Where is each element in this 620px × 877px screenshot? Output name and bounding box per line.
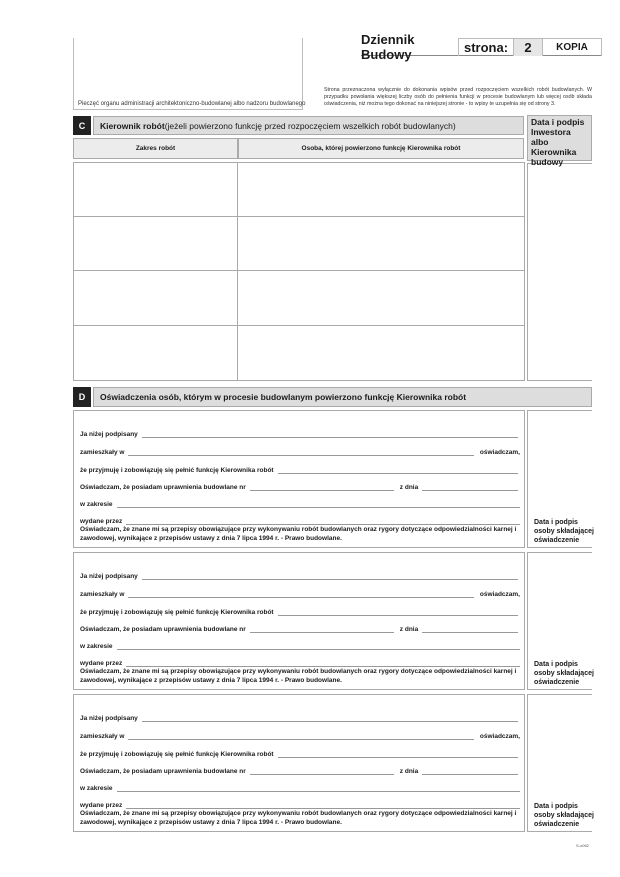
address-field[interactable] (80, 730, 520, 740)
scope-label: w zakresie (80, 785, 113, 792)
issued-field[interactable] (80, 657, 520, 667)
section-c-badge: C (73, 116, 91, 135)
name-input-line[interactable] (142, 714, 518, 722)
column-header-person: Osoba, której powierzono funkcję Kierownika robót (238, 138, 524, 159)
license-field[interactable] (80, 765, 518, 775)
accept-input-line[interactable] (278, 608, 518, 616)
signature-cell[interactable] (527, 163, 592, 381)
name-input-line[interactable] (142, 430, 518, 438)
copy-label: KOPIA (542, 38, 602, 56)
accept-label: że przyjmuję i zobowiązuję się pełnić funkcję Kierownika robót (80, 609, 274, 616)
person-cell[interactable] (237, 325, 525, 381)
column-header-scope: Zakres robót (73, 138, 238, 159)
issued-field[interactable] (80, 799, 520, 809)
name-label: Ja niżej podpisany (80, 431, 138, 438)
issued-input-line[interactable] (126, 659, 520, 667)
date-label: z dnia (399, 768, 419, 775)
section-c-side-header: Data i podpis Inwestora albo Kierownika budowy (527, 115, 592, 161)
declaration-signature-cell[interactable] (527, 410, 592, 548)
declaration-signature-cell[interactable] (527, 552, 592, 690)
address-label: zamieszkały w (80, 449, 125, 456)
address-label: zamieszkały w (80, 591, 125, 598)
declaration-block (73, 694, 525, 832)
name-label: Ja niżej podpisany (80, 573, 138, 580)
person-cell[interactable] (237, 270, 525, 326)
person-cell[interactable] (237, 162, 525, 217)
legal-statement: Oświadczam, że znane mi są przepisy obowiązujące przy wykonywaniu robót budowlanych oraz rygory dotyczące odpowiedzialności karnej i zawodowej, wynikające z przepisów ustawy z dnia 7 lipca 1994 r. - Prawo budowlane. (80, 668, 517, 684)
issued-label: wydane przez (80, 802, 123, 809)
scope-cell[interactable] (73, 325, 238, 381)
scope-input-line[interactable] (117, 642, 520, 650)
form-code: S-o062 (576, 843, 589, 848)
issued-input-line[interactable] (126, 801, 520, 809)
date-input-line[interactable] (422, 483, 518, 491)
section-c-title-bold: Kierownik robót (100, 120, 165, 131)
scope-cell[interactable] (73, 162, 238, 217)
address-input-line[interactable] (128, 590, 473, 598)
stamp-box (73, 38, 306, 110)
accept-field[interactable] (80, 748, 518, 758)
license-label: Oświadczam, że posiadam uprawnienia budowlane nr (80, 768, 246, 775)
name-field[interactable] (80, 712, 518, 722)
scope-field[interactable] (80, 640, 520, 650)
declaration-signature-cell[interactable] (527, 694, 592, 832)
address-input-line[interactable] (128, 448, 473, 456)
section-d-badge: D (73, 387, 91, 407)
name-field[interactable] (80, 570, 518, 580)
section-c-title (93, 116, 524, 135)
page-label: strona: (458, 38, 514, 56)
license-input-line[interactable] (250, 625, 394, 633)
name-label: Ja niżej podpisany (80, 715, 138, 722)
page-number: 2 (514, 38, 542, 56)
date-input-line[interactable] (422, 625, 518, 633)
license-field[interactable] (80, 623, 518, 633)
journal-title: Dziennik Budowy (361, 32, 415, 62)
date-label: z dnia (399, 484, 419, 491)
accept-label: że przyjmuję i zobowiązuję się pełnić funkcję Kierownika robót (80, 467, 274, 474)
scope-field[interactable] (80, 782, 520, 792)
declaration-block (73, 410, 525, 548)
scope-input-line[interactable] (117, 784, 520, 792)
section-d-title: Oświadczenia osób, którym w procesie budowlanym powierzono funkcję Kierownika robót (93, 387, 592, 407)
page-note: Strona przeznaczona wyłącznie do dokonania wpisów przed rozpoczęciem wszelkich robót budowlanych. W przypadku powołania większej liczby osób do pełnienia funkcji w procesie budowlanym lub więcej osób składa oświadczenia, niż można tego dokonać na niniejszej stronie - to wpisy te uzupełnia się od strony 3. (324, 87, 592, 107)
stamp-label: Pieczęć organu administracji architektoniczno-budowlanej albo nadzoru budowlanego (78, 101, 306, 107)
scope-label: w zakresie (80, 501, 113, 508)
person-cell[interactable] (237, 216, 525, 271)
license-input-line[interactable] (250, 483, 394, 491)
license-label: Oświadczam, że posiadam uprawnienia budowlane nr (80, 484, 246, 491)
signature-label: Data i podpis osoby składającej oświadczenie (534, 803, 594, 828)
accept-field[interactable] (80, 464, 518, 474)
legal-statement: Oświadczam, że znane mi są przepisy obowiązujące przy wykonywaniu robót budowlanych oraz rygory dotyczące odpowiedzialności karnej i zawodowej, wynikające z przepisów ustawy z dnia 7 lipca 1994 r. - Prawo budowlane. (80, 526, 517, 542)
address-input-line[interactable] (128, 732, 473, 740)
scope-label: w zakresie (80, 643, 113, 650)
issued-input-line[interactable] (126, 517, 520, 525)
accept-label: że przyjmuję i zobowiązuję się pełnić funkcję Kierownika robót (80, 751, 274, 758)
accept-input-line[interactable] (278, 466, 518, 474)
name-input-line[interactable] (142, 572, 518, 580)
license-field[interactable] (80, 481, 518, 491)
signature-label: Data i podpis osoby składającej oświadczenie (534, 661, 594, 686)
accept-field[interactable] (80, 606, 518, 616)
accept-input-line[interactable] (278, 750, 518, 758)
legal-statement: Oświadczam, że znane mi są przepisy obowiązujące przy wykonywaniu robót budowlanych oraz rygory dotyczące odpowiedzialności karnej i zawodowej, wynikające z przepisów ustawy z dnia 7 lipca 1994 r. - Prawo budowlane. (80, 810, 517, 826)
date-label: z dnia (399, 626, 419, 633)
declare-label: oświadczam, (479, 591, 520, 598)
address-label: zamieszkały w (80, 733, 125, 740)
issued-label: wydane przez (80, 518, 123, 525)
license-input-line[interactable] (250, 767, 394, 775)
declaration-block (73, 552, 525, 690)
date-input-line[interactable] (422, 767, 518, 775)
license-label: Oświadczam, że posiadam uprawnienia budowlane nr (80, 626, 246, 633)
scope-cell[interactable] (73, 270, 238, 326)
declare-label: oświadczam, (479, 449, 520, 456)
scope-cell[interactable] (73, 216, 238, 271)
name-field[interactable] (80, 428, 518, 438)
scope-field[interactable] (80, 498, 520, 508)
address-field[interactable] (80, 446, 520, 456)
issued-label: wydane przez (80, 660, 123, 667)
page-header (361, 32, 602, 62)
signature-label: Data i podpis osoby składającej oświadczenie (534, 519, 594, 544)
address-field[interactable] (80, 588, 520, 598)
scope-input-line[interactable] (117, 500, 520, 508)
declare-label: oświadczam, (479, 733, 520, 740)
issued-field[interactable] (80, 515, 520, 525)
section-c-title-rest: (jeżeli powierzono funkcję przed rozpoczęciem wszelkich robót budowlanych) (164, 120, 456, 131)
